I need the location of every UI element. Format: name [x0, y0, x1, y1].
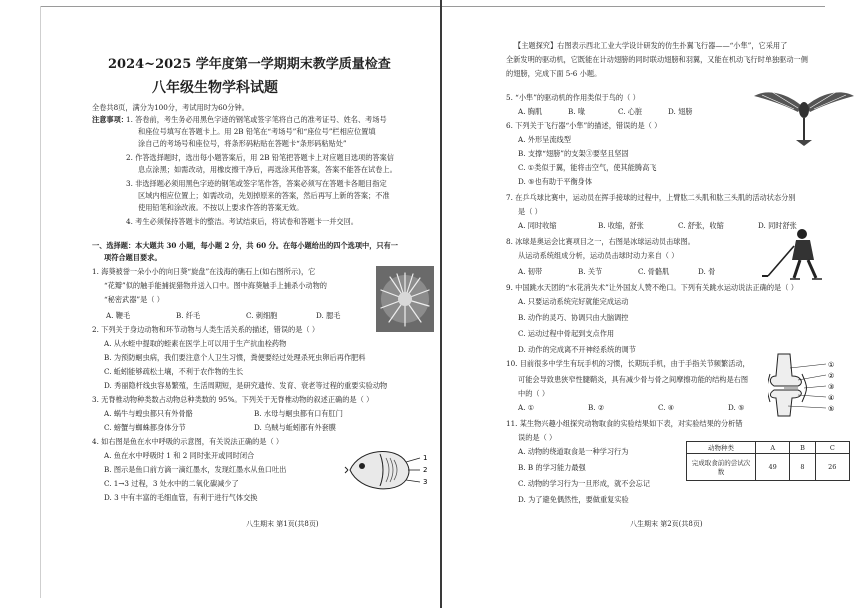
- notes-label: 注意事项：: [92, 115, 128, 124]
- question-10: 10. 目前很多中学生有玩手机的习惯，长期玩手机，由于手指关节频繁活动，: [506, 359, 750, 368]
- table-header-row: [687, 442, 850, 454]
- option: B. ②: [588, 403, 605, 412]
- joint-label-1: ①: [828, 361, 835, 369]
- question-9: 9. 中国跳水天团的“水花消失术”让外国友人赞不绝口。下列有关跳水运动说法正确的是（ ）: [506, 283, 798, 292]
- table-header-cell: C: [815, 442, 849, 454]
- option: B. 图示是鱼口前方滴一滴红墨水，发现红墨水从鱼口吐出: [104, 465, 287, 474]
- fish-label-1: 1: [423, 454, 428, 462]
- question-11: 11. 某生物兴趣小组探究动物取食的实验结果如下表，对实验结果的分析错: [506, 419, 743, 428]
- right-page: [442, 0, 860, 608]
- question-6: 6. 下列关于飞行器“小隼”的描述，错误的是（ ）: [506, 121, 662, 130]
- fish-breathing-diagram: [344, 440, 434, 500]
- joint-diagram: [768, 352, 844, 418]
- question-10-line: 中的（ ）: [518, 389, 550, 398]
- question-10-line: 可能会导致患狭窄性腱鞘炎，具有减少骨与骨之间摩擦功能的结构是右图: [518, 375, 749, 384]
- option: D. 腮毛: [316, 311, 341, 320]
- option: B. 水母与蛔虫都有口有肛门: [254, 409, 343, 418]
- option: A. 从水蛭中提取的蛭素在医学上可以用于生产抗血栓药物: [104, 339, 287, 348]
- intro-line: 全新发明的驱动机，它既能在计动翅膀的同时联动翅膀和羽翼，又能在机动飞行时单独驱动一侧: [506, 55, 808, 64]
- question-3: 3. 无脊椎动物种类数占动物总种类数的 95%。下列关于无脊椎动物的叙述正确的是（ ）: [92, 395, 374, 404]
- question-7-line: 是（ ）: [518, 207, 542, 216]
- question-7: 7. 在乒乓球比赛中，运动员在挥手接球的过程中，上臂肱二头肌和肱三头肌的活动状态分别: [506, 193, 796, 202]
- exam-meta: 全卷共8页，满分为100分，考试用时为60分钟。: [92, 103, 249, 112]
- section-heading: 一、选择题：本大题共 30 小题，每小题 2 分，共 60 分。在每小题给出的四个选项中，只有一: [92, 241, 398, 250]
- option: C. 骨骼肌: [638, 267, 670, 276]
- table-cell: 26: [815, 454, 849, 481]
- option: C. 动物的学习行为一旦形成，就不会忘记: [518, 479, 651, 488]
- table-cell: 8: [790, 454, 815, 481]
- note-line: 区域内相应位置上；如需改动，先划掉原来的答案，然后再写上新的答案；不准: [138, 191, 390, 200]
- question-4: 4. 如右图是鱼在水中呼吸的示意图，有关说法正确的是（ ）: [92, 437, 284, 446]
- option: D. 秀丽隐杆线虫容易繁殖，生活周期短，是研究遗传、发育、衰老等过程的重要实验动物: [104, 381, 388, 390]
- joint-label-2: ②: [828, 372, 835, 380]
- option: B. B 的学习能力最强: [518, 463, 586, 472]
- note-line: 涂自己的考场号和座位号，将条形码粘贴在答题卡“条形码粘贴处”: [138, 139, 347, 148]
- note-line: 3. 非选择题必须用黑色字迹的钢笔或签字笔作答，答案必须写在答题卡各题目指定: [126, 179, 387, 188]
- option: D. 乌贼与蚯蚓都有外套膜: [254, 423, 336, 432]
- option: D. 翅膀: [668, 107, 693, 116]
- question-1: 1. 海葵被誉一朵小小的向日葵“旋盘”在浅海的礁石上(如右图所示)，它: [92, 267, 316, 276]
- note-line: 使用铅笔和涂改液。不按以上要求作答的答案无效。: [138, 203, 304, 212]
- fish-label-3: 3: [423, 478, 428, 486]
- option: A. 胸肌: [518, 107, 543, 116]
- question-1-line: “秘密武器”是（ ）: [104, 295, 164, 304]
- option: A. 鱼在水中呼吸时 1 和 2 同时张开或同时闭合: [104, 451, 255, 460]
- option: A. 只要运动系统完好就能完成运动: [518, 297, 629, 306]
- option: D. 为了避免偶然性，要做重复实验: [518, 495, 629, 504]
- option: A. 外形呈流线型: [518, 135, 571, 144]
- option: D. 动作的完成离不开神经系统的调节: [518, 345, 636, 354]
- question-8-line: 从运动系统组成分析，运动员击球时动力来自（ ）: [518, 251, 679, 260]
- option: B. 关节: [578, 267, 603, 276]
- note-line: 1. 答卷前，考生务必用黑色字迹的钢笔或签字笔将自己的准考证号、姓名、考场号: [126, 115, 387, 124]
- option: C. 1→3 过程，3 处水中的二氧化碳减少了: [104, 479, 239, 488]
- option: C. 蚯蚓能够疏松土壤，不利于农作物的生长: [104, 367, 244, 376]
- exam-title: 2024~2025 学年度第一学期期末教学质量检查: [108, 57, 391, 72]
- question-5: 5. “小隼”的驱动机的作用类似于鸟的（ ）: [506, 93, 640, 102]
- note-line: 4. 考生必须保持答题卡的整洁。考试结束后，将试卷和答题卡一并交回。: [126, 217, 358, 226]
- option: C. 舒张，收缩: [678, 221, 724, 230]
- option: D. 3 中有丰富的毛细血管，有利于进行气体交换: [104, 493, 258, 502]
- intro-line: 的翅膀，完成下面 5-6 小题。: [506, 69, 602, 78]
- option: A. 韧带: [518, 267, 543, 276]
- option: A. 同时收缩: [518, 221, 557, 230]
- option: C. 刺细胞: [246, 311, 278, 320]
- table-row-label: 完成取食前的尝试次数: [687, 454, 756, 481]
- exam-subtitle: 八年级生物学科试题: [152, 80, 278, 96]
- option: A. 蜗牛与蝗虫都只有外骨骼: [104, 409, 193, 418]
- table-header-cell: A: [756, 442, 790, 454]
- option: A. 鞭毛: [106, 311, 131, 320]
- option: D. 骨: [698, 267, 716, 276]
- option: A. 动物的绕道取食是一种学习行为: [518, 447, 629, 456]
- option: B. 为预防蛔虫病，我们要注意个人卫生习惯，粪便要经过处理杀死虫卵后再作肥料: [104, 353, 366, 362]
- joint-label-4: ④: [828, 394, 835, 402]
- joint-label-5: ⑤: [828, 405, 835, 413]
- option: C. ④: [658, 403, 675, 412]
- section-heading: 项符合题目要求。: [104, 253, 162, 262]
- fish-label-2: 2: [423, 466, 428, 474]
- option: B. 收缩，舒张: [598, 221, 644, 230]
- option: C. 运动过程中骨起到支点作用: [518, 329, 615, 338]
- note-line: 和座位号填写在答题卡上。用 2B 铅笔在“考场号”和“座位号”栏相应位置填: [138, 127, 376, 136]
- option: D. ⑤也有助于平衡身体: [518, 177, 593, 186]
- note-line: 2. 作答选择题时，选出每小题答案后，用 2B 铅笔把答题卡上对应题目选项的答案信: [126, 153, 394, 162]
- sea-anemone-photo: [376, 266, 434, 332]
- option: B. 支撑“翅膀”的支架③要坚且坚固: [518, 149, 629, 158]
- page-footer: 八生期末 第1页(共8页): [246, 520, 319, 528]
- note-line: 息点涂黑；如需改动，用橡皮擦干净后，再选涂其他答案，答案不能答在试卷上。: [138, 165, 397, 174]
- option: B. 动作的灵巧、协调只由大脑调控: [518, 313, 629, 322]
- ice-hockey-player-image: [760, 226, 832, 282]
- question-11-line: 误的是（ ）: [518, 433, 557, 442]
- option: A. ①: [518, 403, 535, 412]
- question-1-line: “花瓣”似的触手能捕捉猎物并送入口中。图中海葵触手上捕杀小动物的: [104, 281, 327, 290]
- question-2: 2. 下列关于身边动物和环节动物与人类生活关系的描述，错误的是（ ）: [92, 325, 320, 334]
- option: D. 同时舒张: [758, 221, 797, 230]
- option: C. 心脏: [618, 107, 643, 116]
- option: D. ⑤: [728, 403, 745, 412]
- table-header-cell: B: [790, 442, 815, 454]
- experiment-table: [686, 441, 850, 481]
- flapping-aircraft-image: [752, 84, 856, 148]
- intro-line: 【主题探究】右图表示西北工业大学设计研发的仿生扑翼飞行器——“小隼”，它采用了: [514, 41, 788, 50]
- option: B. 喙: [568, 107, 586, 116]
- page-footer: 八生期末 第2页(共8页): [630, 520, 703, 528]
- joint-label-3: ③: [828, 383, 835, 391]
- option: B. 纤毛: [176, 311, 201, 320]
- table-cell: 49: [756, 454, 790, 481]
- option: C. ①类似于翼，能将击空气，使其能腾高飞: [518, 163, 657, 172]
- table-header-cell: 动物种类: [687, 442, 756, 454]
- question-8: 8. 冰球是奥运会比赛项目之一，右图是冰球运动员击球图。: [506, 237, 695, 246]
- option: C. 螃蟹与蜘蛛都身体分节: [104, 423, 186, 432]
- table-row: [687, 454, 850, 481]
